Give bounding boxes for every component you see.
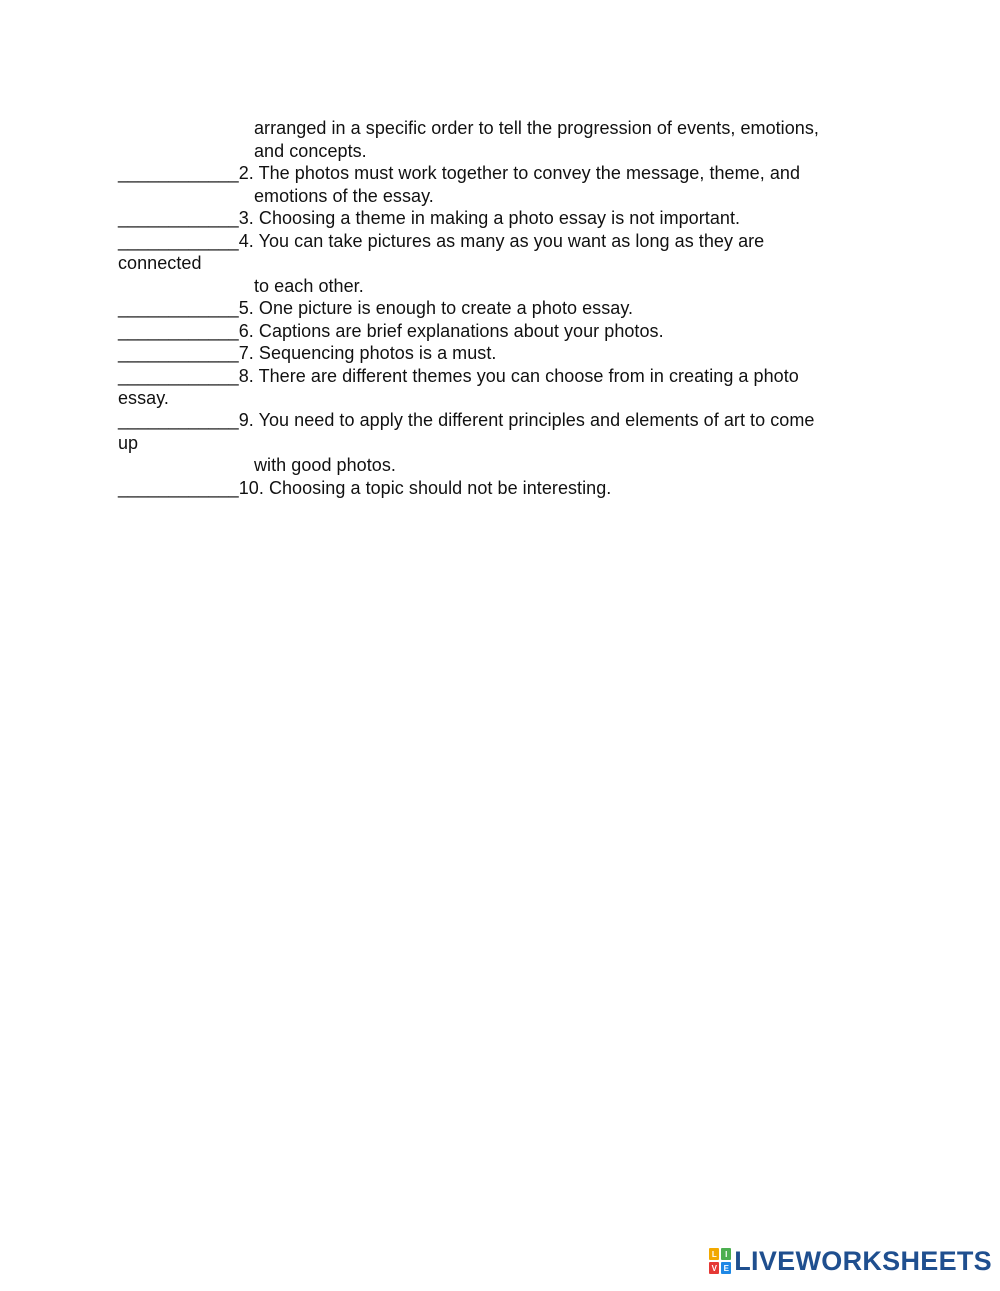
worksheet-item-9-wrap: up [118,433,139,453]
worksheet-item-8-wrap: essay. [118,388,169,408]
logo-blocks-icon [709,1248,731,1274]
logo-text: LIVEWORKSHEETS [734,1245,992,1276]
worksheet-line-1-continuation: arranged in a specific order to tell the progression of events, emotions, [254,118,819,138]
logo-block-i: I [721,1248,731,1260]
worksheet-item-7: ____________7. Sequencing photos is a must. [118,343,497,363]
liveworksheets-logo [709,1247,992,1275]
worksheet-item-4-continuation: to each other. [254,276,364,296]
worksheet-item-2-continuation: emotions of the essay. [254,186,434,206]
worksheet-item-8: ____________8. There are different themes you can choose from in creating a photo [118,366,799,386]
worksheet-item-9-continuation: with good photos. [254,455,396,475]
worksheet-item-2: ____________2. The photos must work together to convey the message, theme, and [118,163,801,183]
worksheet-item-10: ____________10. Choosing a topic should not be interesting. [118,478,612,498]
worksheet-item-4-wrap: connected [118,253,202,273]
logo-block-v: V [709,1262,719,1274]
logo-block-e: E [721,1262,731,1274]
worksheet-item-4: ____________4. You can take pictures as many as you want as long as they are [118,231,765,251]
worksheet-item-9: ____________9. You need to apply the different principles and elements of art to come [118,410,815,430]
worksheet-item-6: ____________6. Captions are brief explanations about your photos. [118,321,664,341]
worksheet-item-3: ____________3. Choosing a theme in making a photo essay is not important. [118,208,741,228]
worksheet-item-5: ____________5. One picture is enough to create a photo essay. [118,298,634,318]
logo-block-l: L [709,1248,719,1260]
worksheet-line-1-continuation-2: and concepts. [254,141,367,161]
